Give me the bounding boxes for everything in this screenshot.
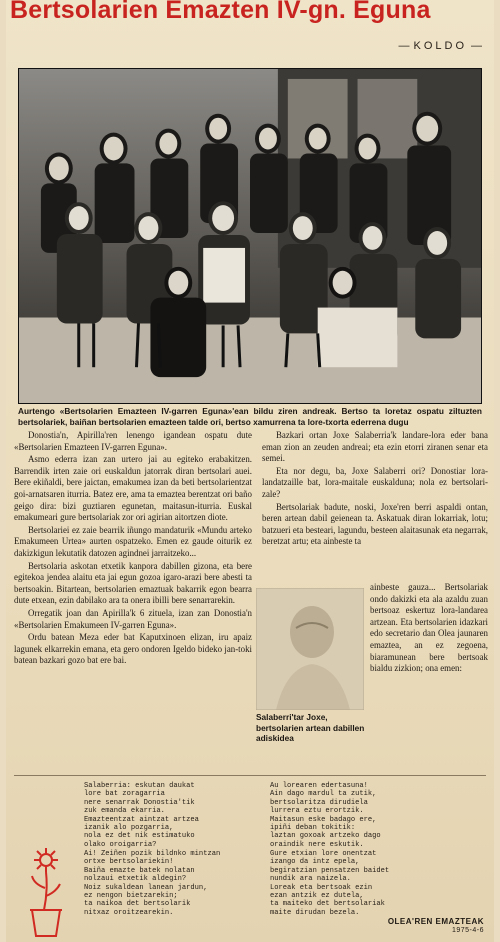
paragraph: Bertsolaria askotan etxetik kanpora dabillen gizona, eta bere egitekoa jendea alaitu eta jai egun gozoa igaro-arazi bere abesti ta bertsoakin. Bitartean, bertsolarien emaztuak bakarrik egon bearra dute etxean, ezin dabilako ara ta onera ibilli bere senarrarekin. xyxy=(14,560,252,606)
photo-caption: Aurtengo «Bertsolarien Emazteen IV-garren Eguna»'ean bildu ziren andreak. Bertso ta loretaz ospatu ziltuzten bertsolariek, baiñan bertsolarien emazteen talde ori, bertso xamurrena ta lore-txorta ederrena dugu xyxy=(18,406,482,427)
paragraph: Ordu batean Meza eder bat Kaputxinoen elizan, iru apaiz lagunek elkarrekin emana, eta gero ondoren Igeldo bideko jan-toki batean bazkari gozo bat ere bai. xyxy=(14,632,252,666)
signature-date: 1975-4-6 xyxy=(451,927,484,934)
flower-pot-icon xyxy=(24,846,72,940)
side-column xyxy=(370,582,488,676)
paragraph: Eta nor degu, ba, Joxe Salaberri ori? Donostiar lora-landatzaille bat, lora-maitale euskalduna; nola ez bertsolari-zale? xyxy=(262,465,488,499)
divider xyxy=(14,775,486,776)
paragraph: Bertsolariei ez zaie bearrik iñungo mandaturik «Mundu arteko Emakumeen Urtea» aurten ospatzeko. Emen ez gaude oiturik ez dakizkigun lekutatik datozen agindnei jarraitzeko... xyxy=(14,524,252,558)
paragraph: Bazkari ortan Joxe Salaberria'k landare-lora eder bana eman zion an zeuden andreai; eta ezin etorri ziranen senar eta semei. xyxy=(262,430,488,464)
right-column xyxy=(262,430,488,549)
paragraph: Orregatik joan dan Apirilla'k 6 zituela, izan zan Donostia'n «Bertsolarien Emakumeen IV-garren Eguna». xyxy=(14,607,252,630)
poem-verse: Gure etxian lore onentzat izango da intz epela, begiratzian pensatzen baidet nundik ara naizela. Loreak eta bertsoak ezin ezan antzik ez dutela, ta maiteko det bertsolariak maite dirudan bezela. xyxy=(270,850,390,917)
group-photo xyxy=(18,68,482,404)
poem-verse: Au lorearen edertasuna! Ain dago mardul ta zutik, bertsolaritza dirudiela lurrera eztu erortzik. Maitasun eske badago ere, ipiñi deban tokitik: laztan goxoak artzeko dago oraindik nere eskutik. xyxy=(270,782,381,849)
paragraph: Asmo ederra izan zan urtero jai au egiteko erabakitzen. Barrendik irten zaie ori euskaldun jatorrak diran bertsolari auei. Bere ekiñaldi, bere jaictan, emakumea izan da beti bertsolarientzat goi-arnatsaren iturria. Batez ere, ama ta emaztea berentzat ori baño geigo dira: bizi guztiaren egunetan, maitasun-iturria. Euskal emakumeari gure bertsolariak zor ori agirian aitortzen diote. xyxy=(14,454,252,523)
article-byline: — KOLDO — xyxy=(394,40,486,52)
poem-verse: Ai! Zeiñen pozik bildnko mintzan ortxe bertsolariekin! Baiña emazte batek nolatan nolzaui etxetik aldegin? Noiz sukaldean lanean jardun, ez nengon bietzarekin; ta naikoa det bertsolarik nitxaz oroitzearekin. xyxy=(84,850,221,917)
poem-signature xyxy=(388,917,484,935)
left-column xyxy=(14,430,252,668)
poem-verse: Salaberria: eskutan daukat lore bat zoragarria nere senarrak Donostia'tik zuk emanda ekarria. Emazteentzat aintzat artzea izanik alo pozgarria, nola ez det nik estimatuko olako oroigarria? xyxy=(84,782,199,849)
signature-name: OLEA'REN EMAZTEAK xyxy=(387,917,484,926)
portrait-caption: Salaberri'tar Joxe, bertsolarien artean dabillen adiskidea xyxy=(256,712,365,743)
paragraph: Bertsolariak badute, noski, Joxe'ren berri aspaldi ontan, beren artean dabil geienean ta. Askatuak diran lokarriak, lotu; batzueri eta besteari, lagundu, besteen alaitasunak eta negarrak, beretzat artu; eta ainbeste ta xyxy=(262,501,488,547)
paragraph: ainbeste gauza... Bertsolariak ondo dakizki eta ala azaldu zuan bertsoaz eskertuz lora-landarea artzean. Eta bertsolarien idazkari edo secretario dan Olea jaunaren emaztea, an ez zegoena, biaramunean bere bertsoak bialdu zizkion; ona emen: xyxy=(370,582,488,674)
paragraph: Donostia'n, Apirilla'ren lenengo igandean ospatu dute «Bertsolarien Emazteen IV-garren Eguna». xyxy=(14,430,252,452)
portrait-photo xyxy=(256,588,364,710)
article-headline: Bertsolarien Emazten IV-gn. Eguna xyxy=(10,0,431,24)
